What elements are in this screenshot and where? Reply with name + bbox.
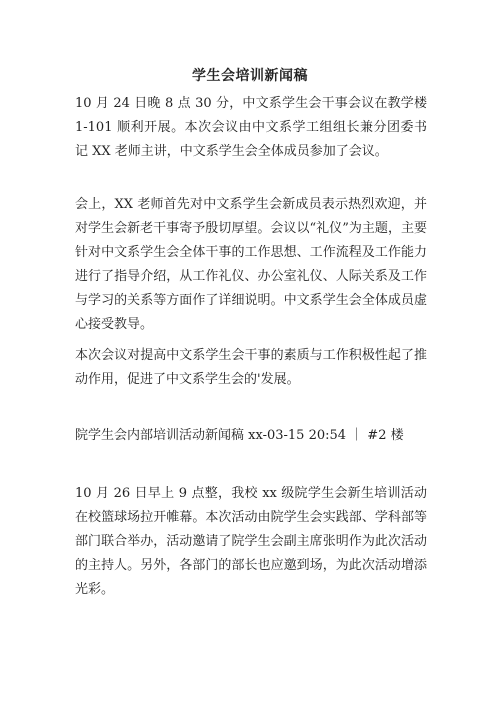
- post-meta-line: 院学生会内部培训活动新闻稿 xx-03-15 20:54 ｜ #2 楼: [75, 428, 404, 443]
- paragraph-meeting-content: 会上，XX 老师首先对中文系学生会新成员表示热烈欢迎，并对学生会新老干事寄予殷切厚望。会议以“礼仪”为主题，主要针对中文系学生会全体干事的工作思想、工作流程及工作能力进行了指导介绍，从工作礼仪、办公室礼仪、人际关系及工作与学习的关系等方面作了详细说明。中文系学生会全体成员虚心接受教导。: [75, 197, 427, 332]
- paragraph-meeting-conclusion: 本次会议对提高中文系学生会干事的素质与工作积极性起了推动作用，促进了中文系学生会的'发展。: [75, 348, 427, 387]
- paragraph-training-event: 10 月 26 日早上 9 点整，我校 xx 级院学生会新生培训活动在校篮球场拉开帷幕。本次活动由院学生会实践部、学科部等部门联合举办，活动邀请了院学生会副主席张明作为此次活动的主持人。另外，各部门的部长也应邀到场，为此次活动增添光彩。: [75, 486, 427, 597]
- document-title: 学生会培训新闻稿: [192, 68, 308, 84]
- paragraph-meeting-intro: 10 月 24 日晚 8 点 30 分，中文系学生会干事会议在教学楼 1-101 顺利开展。本次会议由中文系学工组组长兼分团委书记 XX 老师主讲，中文系学生会全体成员参加了会议。: [75, 96, 427, 159]
